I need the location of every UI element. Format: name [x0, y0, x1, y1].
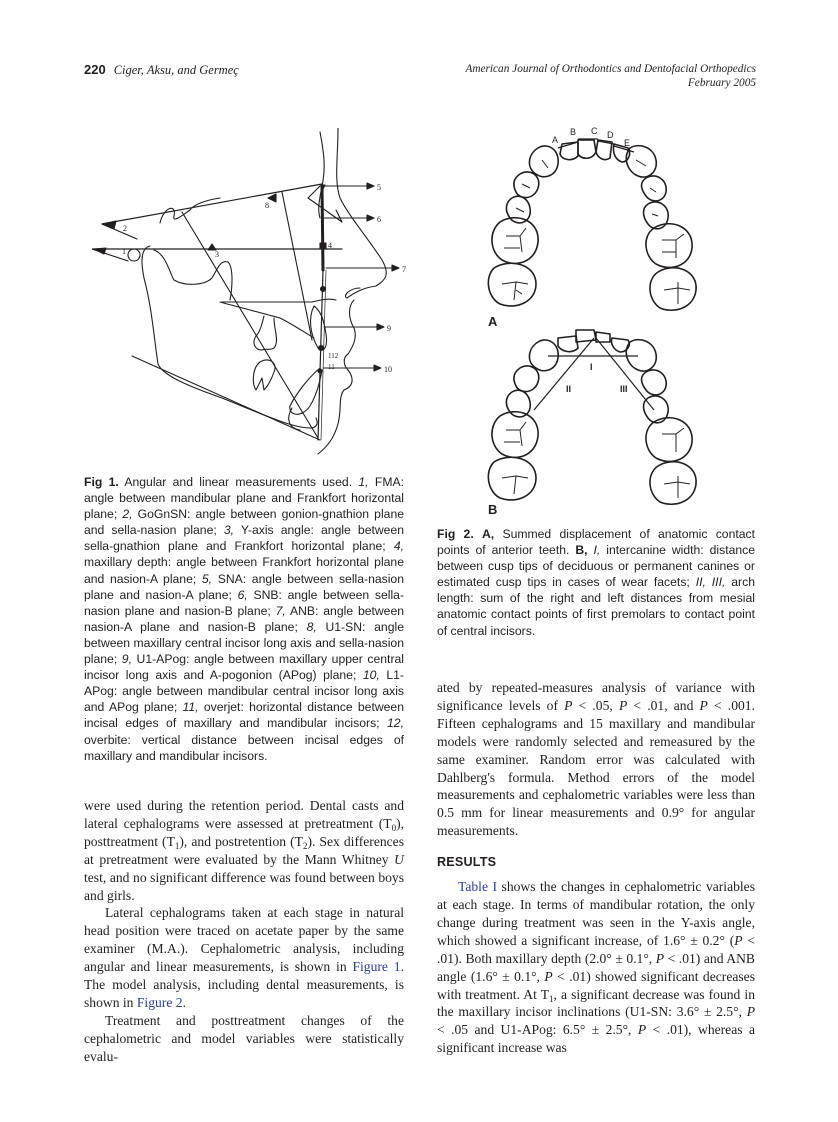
- measure-iii-label: III: [620, 384, 628, 394]
- fig1-label-8: 8: [265, 201, 269, 210]
- table-1-link[interactable]: Table I: [458, 879, 498, 895]
- fig1-label-9: 9: [387, 324, 391, 333]
- fig1-label-6: 6: [377, 215, 381, 224]
- paragraph: ated by repeated-measures analysis of variance with significance levels of P < .05, P < .01, and P < .001. Fifteen cephalograms and 15 maxillary and mandibular models were randomly selected and remeasured by the same examiner. Random error was calculated with Dahlberg's formula. Method errors of the model measurements and cephalometric variables were less than 0.5 mm for linear measurements and 0.9° for angular measurements.: [437, 680, 755, 839]
- running-head-left: [84, 62, 239, 78]
- fig1-label-4: 4: [328, 241, 332, 250]
- contact-point-a: A: [552, 135, 559, 145]
- paragraph: Treatment and posttreatment changes of the cephalometric and model variables were statistically evalu-: [84, 1012, 404, 1064]
- issue-date: February 2005: [687, 77, 756, 89]
- measure-ii-label: II: [566, 384, 572, 394]
- figure-2-link[interactable]: Figure 2: [136, 994, 183, 1010]
- paragraph: were used during the retention period. Dental casts and lateral cephalograms were assessed at pretreatment $(T_0)$, posttreatment $(T_1)$, and postretention $(T_2)$. Sex differences at pretreatment were evaluated by the Mann Whitney U test, and no significant difference was found between boys and girls.: [84, 798, 405, 903]
- contact-point-b: B: [570, 127, 577, 137]
- paragraph: Lateral cephalograms taken at each stage in natural head position were traced on acetate paper by the same examiner (M.A.). Cephalometric analysis, including angular and linear measurements, is shown in Figure 1. The model analysis, including dental measurements, is shown in Figure 2.: [84, 905, 404, 1010]
- fig1-label-12: 112: [328, 352, 339, 360]
- figure-1-caption: Fig 1. Angular and linear measurements used. 1, FMA: angle between mandibular plane and Frankfort horizontal plane; 2, GoGnSN: angle between gonion-gnathion plane and sella-nasion plane; 3, Y-axis angle: angle between sella-gnathion plane and Frankfort horizontal plane; 4, maxillary depth: angle between Frankfort horizontal plane and nasion-A plane; 5, SNA: angle between sella-nasion plane and nasion-A plane; 6, SNB: angle between sella-nasion plane and nasion-B plane; 7, ANB: angle between nasion-A plane and nasion-B plane; 8, U1-SN: angle between maxillary central incisor long axis and sella-nasion plane; 9, U1-APog: angle between maxillary upper central incisor long axis and A-pogonion (APog) plane; 10, L1-APog: angle between mandibular central incisor long axis and APog plane; 11, overjet: horizontal distance between incisal edges of maxillary and mandibular incisors; 12, overbite: vertical distance between incisal edges of maxillary and mandibular incisors.: [84, 475, 405, 763]
- contact-point-c: C: [591, 126, 598, 136]
- contact-point-e: E: [624, 138, 631, 148]
- figure-2-caption: Fig 2. A, Summed displacement of anatomic contact points of anterior teeth. B, I, intercanine width: distance between cusp tips of deciduous or permanent canines or estimated cusp tips in cases of wear facets; II, III, arch length: sum of the right and left distances from mesial anatomic contact points of first premolars to contact point of central incisors.: [437, 527, 756, 638]
- measure-i-label: I: [590, 362, 593, 372]
- fig1-caption-label: Fig 1.: [84, 475, 119, 489]
- body-column-right: [437, 679, 755, 1057]
- fig1-label-1: 1: [122, 247, 126, 256]
- page-number: 220: [84, 62, 106, 77]
- fig1-label-10: 10: [384, 365, 392, 374]
- fig1-label-5: 5: [377, 183, 381, 192]
- running-head-authors: Ciger, Aksu, and Germeç: [113, 63, 239, 77]
- fig2-panel-b: [488, 330, 696, 516]
- results-heading: RESULTS: [437, 855, 497, 870]
- figure-1-link[interactable]: Figure 1: [352, 959, 401, 975]
- fig1-label-11: 11: [328, 363, 335, 371]
- fig2-caption-label: Fig 2.: [437, 527, 474, 541]
- paragraph: Table I shows the changes in cephalometric variables at each stage. In terms of mandibular rotation, the only change during treatment was seen in the Y-axis angle, which showed a significant increase, of 1.6° ± 0.2° (P < .01). Both maxillary depth (2.0° ± 0.1°, P < .01) and ANB angle (1.6° ± 0.1°, P < .01) showed significant decreases with treatment. At $T_1$, a significant decrease was found in the maxillary incisor inclinations (U1-SN: 3.6° ± 2.5°, P < .05 and U1-APog: 6.5° ± 2.5°, P < .01), whereas a significant increase was: [437, 879, 756, 1056]
- journal-title: American Journal of Orthodontics and Dentofacial Orthopedics: [465, 63, 756, 75]
- panel-a-label: A: [488, 314, 498, 329]
- contact-point-d: D: [607, 130, 614, 140]
- figure-2-dental-arches: [486, 124, 722, 516]
- running-head-right: [465, 62, 756, 90]
- body-column-left: [84, 797, 404, 1066]
- fig1-label-2: 2: [123, 224, 127, 233]
- fig1-label-3: 3: [215, 250, 219, 259]
- panel-b-label: B: [488, 502, 498, 516]
- fig2-panel-a: [488, 126, 696, 329]
- figure-1-cephalometric-tracing: [92, 128, 412, 458]
- fig1-label-7: 7: [402, 265, 406, 274]
